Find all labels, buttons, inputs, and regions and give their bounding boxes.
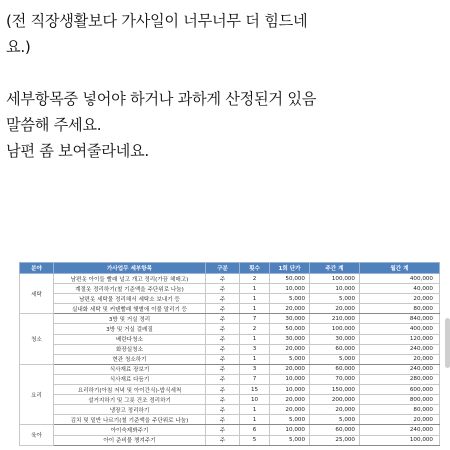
item-cell: 화장실청소	[54, 344, 206, 354]
count-cell: 7	[240, 314, 270, 324]
scrollbar-thumb[interactable]	[445, 318, 450, 368]
period-cell: 주	[206, 354, 240, 364]
monthly-total-cell: 240,000	[360, 425, 440, 435]
period-cell: 주	[206, 314, 240, 324]
weekly-total-cell: 210,000	[310, 314, 360, 324]
count-cell: 6	[240, 425, 270, 435]
item-cell: 3방 및 거실 걸레질	[54, 324, 206, 334]
count-cell: 5	[240, 435, 270, 445]
monthly-total-cell: 40,000	[360, 284, 440, 294]
item-cell: 요리하기(아침 저녁 및 아이간식)-밥식세척	[54, 385, 206, 395]
period-cell: 주	[206, 435, 240, 445]
period-cell: 주	[206, 334, 240, 344]
item-cell: 설거지하기 및 그릇 건조 정리하기	[54, 395, 206, 405]
weekly-total-cell: 10,000	[310, 284, 360, 294]
unit-price-cell: 20,000	[270, 364, 310, 374]
item-cell: 냉장고 정리하기	[54, 405, 206, 415]
unit-price-cell: 20,000	[270, 395, 310, 405]
table-header-row	[20, 263, 440, 274]
unit-price-cell: 20,000	[270, 304, 310, 314]
table-row	[20, 415, 440, 425]
item-cell: 3방 및 거실 정리	[54, 314, 206, 324]
monthly-total-cell: 80,000	[360, 304, 440, 314]
weekly-total-cell: 60,000	[310, 425, 360, 435]
period-cell: 주	[206, 304, 240, 314]
monthly-total-cell: 840,000	[360, 314, 440, 324]
period-cell: 주	[206, 425, 240, 435]
monthly-total-cell: 80,000	[360, 405, 440, 415]
table-row	[20, 294, 440, 304]
unit-price-cell: 10,000	[270, 425, 310, 435]
monthly-total-cell: 400,000	[360, 274, 440, 284]
table-row	[20, 374, 440, 384]
weekly-total-cell: 60,000	[310, 344, 360, 354]
period-cell: 주	[206, 374, 240, 384]
post-line: 남편 좀 보여줄라네요.	[6, 142, 149, 160]
table-row	[20, 324, 440, 334]
weekly-total-cell: 5,000	[310, 354, 360, 364]
count-cell: 2	[240, 324, 270, 334]
table-row	[20, 364, 440, 374]
weekly-total-cell: 30,000	[310, 334, 360, 344]
table-row	[20, 284, 440, 294]
header-cell-weekly-total: 주간 계	[310, 263, 360, 274]
period-cell: 주	[206, 385, 240, 395]
unit-price-cell: 20,000	[270, 344, 310, 354]
table-body	[20, 274, 440, 446]
housework-cost-table	[19, 262, 440, 446]
unit-price-cell: 10,000	[270, 374, 310, 384]
monthly-total-cell: 400,000	[360, 324, 440, 334]
table-row	[20, 274, 440, 284]
monthly-total-cell: 280,000	[360, 374, 440, 384]
category-cell: 청소	[20, 314, 54, 364]
category-cell: 육아	[20, 425, 54, 445]
item-cell: 베란다청소	[54, 334, 206, 344]
table-row	[20, 304, 440, 314]
count-cell: 1	[240, 284, 270, 294]
table-row	[20, 405, 440, 415]
count-cell: 1	[240, 334, 270, 344]
unit-price-cell: 30,000	[270, 314, 310, 324]
category-cell: 세탁	[20, 274, 54, 314]
header-cell-count: 횟수	[240, 263, 270, 274]
weekly-total-cell: 200,000	[310, 395, 360, 405]
unit-price-cell: 5,000	[270, 415, 310, 425]
item-cell: 식사재료 다듬기	[54, 374, 206, 384]
table-row	[20, 354, 440, 364]
unit-price-cell: 30,000	[270, 334, 310, 344]
unit-price-cell: 50,000	[270, 274, 310, 284]
item-cell: 실내화 세탁 및 커텐빨래 햇볕에 이불 말리기 등	[54, 304, 206, 314]
period-cell: 주	[206, 324, 240, 334]
item-cell: 현관 청소하기	[54, 354, 206, 364]
weekly-total-cell: 150,000	[310, 385, 360, 395]
count-cell: 15	[240, 385, 270, 395]
count-cell: 2	[240, 274, 270, 284]
weekly-total-cell: 5,000	[310, 294, 360, 304]
unit-price-cell: 10,000	[270, 385, 310, 395]
monthly-total-cell: 240,000	[360, 364, 440, 374]
period-cell: 주	[206, 344, 240, 354]
table-row	[20, 425, 440, 435]
header-cell-category: 분야	[20, 263, 54, 274]
count-cell: 1	[240, 354, 270, 364]
count-cell: 7	[240, 374, 270, 384]
header-cell-unit-price: 1회 단가	[270, 263, 310, 274]
unit-price-cell: 50,000	[270, 324, 310, 334]
count-cell: 1	[240, 415, 270, 425]
count-cell: 1	[240, 304, 270, 314]
post-line: 요.)	[6, 38, 31, 56]
item-cell: 김치 및 밑반 나르기(철 기준액을 주단위로 나눔)	[54, 415, 206, 425]
item-cell: 남편옷 아이들 빨래 널고 개고 정리(가끔 헤매고)	[54, 274, 206, 284]
table-row	[20, 334, 440, 344]
weekly-total-cell: 25,000	[310, 435, 360, 445]
weekly-total-cell: 5,000	[310, 415, 360, 425]
post-line: 세부항목중 넣어야 하거나 과하게 산정된거 있음	[6, 90, 317, 108]
monthly-total-cell: 20,000	[360, 415, 440, 425]
post-line: 말씀해 주세요.	[6, 116, 102, 134]
header-cell-period: 구분	[206, 263, 240, 274]
period-cell: 주	[206, 395, 240, 405]
count-cell: 10	[240, 395, 270, 405]
unit-price-cell: 5,000	[270, 354, 310, 364]
unit-price-cell: 5,000	[270, 435, 310, 445]
period-cell: 주	[206, 274, 240, 284]
table-row	[20, 314, 440, 324]
post-line: (전 직장생활보다 가사일이 너무너무 더 힘드네	[6, 12, 308, 30]
item-cell: 아이숙제봐주기	[54, 425, 206, 435]
count-cell: 3	[240, 344, 270, 354]
weekly-total-cell: 20,000	[310, 405, 360, 415]
unit-price-cell: 20,000	[270, 405, 310, 415]
table-row	[20, 395, 440, 405]
weekly-total-cell: 100,000	[310, 324, 360, 334]
header-cell-monthly-total: 월간 계	[360, 263, 440, 274]
item-cell: 아이 준비물 챙겨주기	[54, 435, 206, 445]
header-cell-item: 가사업무 세부항목	[54, 263, 206, 274]
post-body	[6, 0, 446, 164]
monthly-total-cell: 120,000	[360, 334, 440, 344]
housework-cost-table-image	[19, 262, 439, 446]
period-cell: 주	[206, 294, 240, 304]
period-cell: 주	[206, 405, 240, 415]
table-row	[20, 344, 440, 354]
monthly-total-cell: 20,000	[360, 354, 440, 364]
count-cell: 1	[240, 405, 270, 415]
period-cell: 주	[206, 284, 240, 294]
monthly-total-cell: 20,000	[360, 294, 440, 304]
table-row	[20, 435, 440, 445]
item-cell: 남편옷 세탁물 정리해서 세탁소 보내기 등	[54, 294, 206, 304]
item-cell: 계절옷 정리하기(철 기준액을 주단위로 나눔)	[54, 284, 206, 294]
weekly-total-cell: 20,000	[310, 304, 360, 314]
period-cell: 주	[206, 364, 240, 374]
weekly-total-cell: 100,000	[310, 274, 360, 284]
monthly-total-cell: 600,000	[360, 385, 440, 395]
monthly-total-cell: 100,000	[360, 435, 440, 445]
weekly-total-cell: 70,000	[310, 374, 360, 384]
count-cell: 1	[240, 294, 270, 304]
unit-price-cell: 5,000	[270, 294, 310, 304]
item-cell: 식사재료 장보기	[54, 364, 206, 374]
table-row	[20, 385, 440, 395]
post-blank-line	[6, 60, 446, 86]
weekly-total-cell: 60,000	[310, 364, 360, 374]
unit-price-cell: 10,000	[270, 284, 310, 294]
period-cell: 주	[206, 415, 240, 425]
category-cell: 요리	[20, 364, 54, 425]
monthly-total-cell: 240,000	[360, 344, 440, 354]
count-cell: 3	[240, 364, 270, 374]
monthly-total-cell: 800,000	[360, 395, 440, 405]
